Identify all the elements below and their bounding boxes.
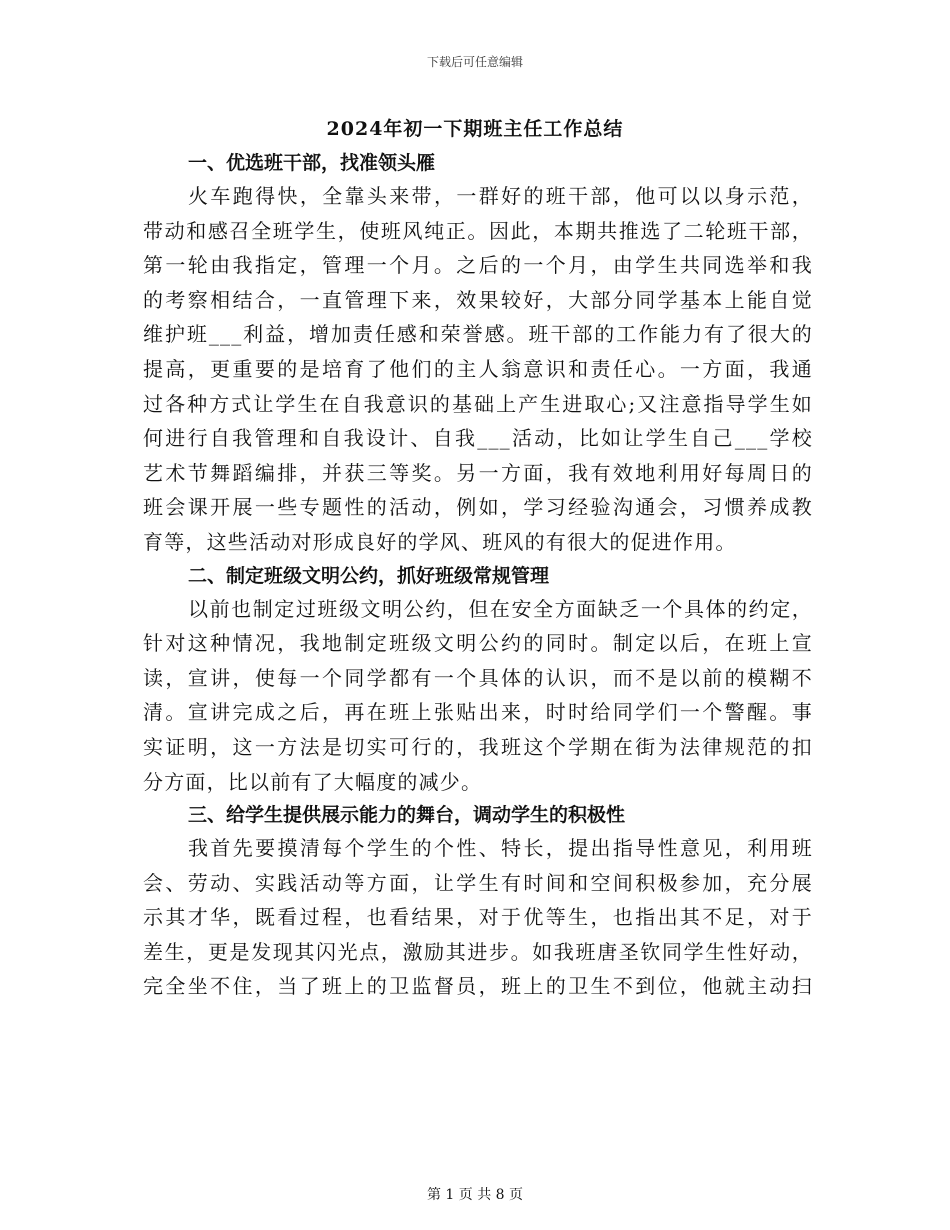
text-line: 班会课开展一些专题性的活动，例如，学习经验沟通会，习惯养成教 [143,495,813,520]
text-line: 我首先要摸清每个学生的个性、特长，提出指导性意见，利用班 [188,836,813,861]
text-line: 提高，更重要的是培育了他们的主人翁意识和责任心。一方面，我通 [143,356,813,381]
text-line: 的考察相结合，一直管理下来，效果较好，大部分同学基本上能自觉 [143,287,813,312]
section-3 [143,799,813,1004]
section-heading: 一、优选班干部，找准领头雁 [188,152,436,174]
page-title: 2024年初一下期班主任工作总结 [326,118,624,140]
paragraph [143,831,813,1004]
text-line: 会、劳动、实践活动等方面，让学生有时间和空间积极参加，充分展 [143,870,813,895]
header-note: 下载后可任意编辑 [426,55,523,69]
text-line: 完全坐不住，当了班上的卫监督员，班上的卫生不到位，他就主动扫 [143,974,813,999]
text-line: 第一轮由我指定，管理一个月。之后的一个月，由学生共同选举和我 [143,253,813,278]
text-line: 实证明，这一方法是切实可行的，我班这个学期在街为法律规范的扣 [143,734,813,759]
text-line: 示其才华，既看过程，也看结果，对于优等生，也指出其不足，对于 [143,905,813,930]
text-line: 读，宣讲，使每一个同学都有一个具体的认识，而不是以前的模糊不 [143,665,813,690]
text-line: 以前也制定过班级文明公约，但在安全方面缺乏一个具体的约定， [188,596,813,621]
text-line: 清。宣讲完成之后，再在班上张贴出来，时时给同学们一个警醒。事 [143,700,813,725]
text-line: 针对这种情况，我地制定班级文明公约的同时。制定以后，在班上宣 [143,631,813,656]
text-line: 维护班___利益，增加责任感和荣誉感。班干部的工作能力有了很大的 [143,322,813,347]
text-line: 分方面，比以前有了大幅度的减少。 [143,769,483,794]
paragraph [143,179,813,560]
text-line: 育等，这些活动对形成良好的学风、班风的有很大的促进作用。 [143,529,737,554]
text-line: 差生，更是发现其闪光点，激励其进步。如我班唐圣钦同学生性好动， [143,939,813,964]
section-1 [143,147,813,560]
text-line: 过各种方式让学生在自我意识的基础上产生进取心;又注意指导学生如 [143,391,813,416]
page-number: 第 1 页 共 8 页 [426,1187,524,1203]
section-2 [143,560,813,800]
section-heading: 三、给学生提供展示能力的舞台，调动学生的积极性 [188,804,626,827]
text-line: 艺术节舞蹈编排，并获三等奖。另一方面，我有效地利用好每周日的 [143,460,813,485]
document-body [143,147,813,1004]
text-line: 何进行自我管理和自我设计、自我___活动，比如让学生自己___学校 [143,426,813,451]
section-heading: 二、制定班级文明公约，抓好班级常规管理 [188,564,550,587]
text-line: 带动和感召全班学生，使班风纯正。因此，本期共推选了二轮班干部， [143,218,813,243]
text-line: 火车跑得快，全靠头来带，一群好的班干部，他可以以身示范， [188,184,813,208]
paragraph [143,592,813,800]
